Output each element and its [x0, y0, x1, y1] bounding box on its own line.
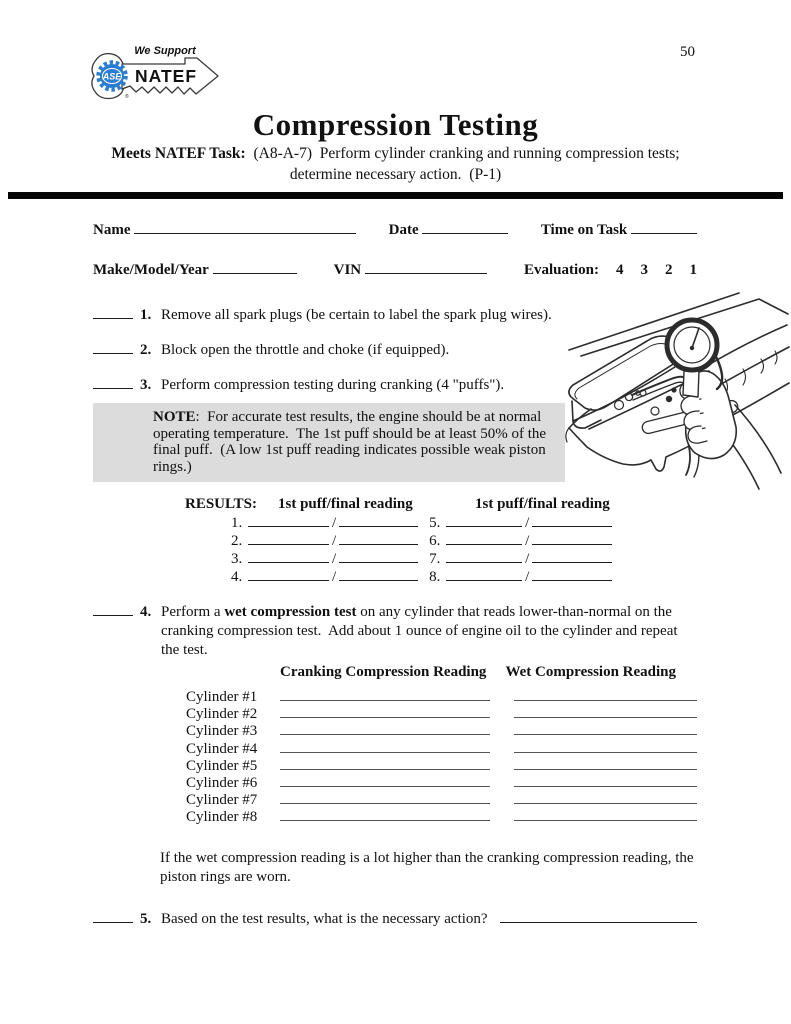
row-num: 2.	[231, 533, 243, 549]
step-5	[93, 910, 697, 928]
results-section	[185, 495, 697, 585]
results-col-header-left: 1st puff/final reading	[278, 496, 413, 512]
step-5-text: Based on the test results, what is the necessary action?	[161, 910, 488, 927]
evaluation-value-2: 2	[665, 262, 673, 278]
puff-blank	[446, 531, 522, 545]
evaluation-field	[524, 262, 697, 279]
puff-blank	[248, 567, 329, 581]
engine-gauge-drawing-icon	[559, 287, 791, 503]
vin-label: VIN	[333, 262, 362, 278]
row-num: 5.	[429, 515, 441, 531]
cranking-reading-header: Cranking Compression Reading	[280, 664, 487, 680]
name-field	[93, 220, 356, 239]
name-label: Name	[93, 222, 131, 238]
cylinder-row-2	[186, 705, 697, 722]
page-number: 50	[680, 44, 695, 60]
results-col-header-right: 1st puff/final reading	[475, 496, 610, 512]
step-4-text-bold: wet compression test	[224, 604, 357, 620]
time-on-task-label: Time on Task	[540, 222, 628, 238]
cylinder-table	[93, 688, 697, 826]
natef-logo	[88, 38, 225, 106]
final-blank	[339, 549, 418, 563]
cranking-blank-line	[280, 774, 490, 787]
wet-reading-header: Wet Compression Reading	[505, 664, 677, 680]
cylinder-row-8	[186, 808, 697, 825]
make-model-year-label: Make/Model/Year	[93, 262, 209, 278]
final-blank	[532, 549, 612, 563]
make-blank-line	[213, 260, 297, 274]
note-box	[93, 403, 565, 482]
step-4-text	[161, 603, 697, 660]
results-label: RESULTS:	[185, 496, 257, 512]
final-blank	[339, 531, 418, 545]
row-num: 1.	[231, 515, 243, 531]
cranking-blank-line	[280, 791, 490, 804]
slash: /	[525, 515, 530, 531]
name-blank-line	[134, 220, 356, 234]
cranking-blank-line	[280, 740, 490, 753]
task-line-2: determine necessary action. (P-1)	[289, 166, 502, 183]
cylinder-row-5	[186, 757, 697, 774]
time-on-task-field	[541, 220, 697, 239]
cylinder-label: Cylinder #6	[186, 774, 258, 791]
compression-table-header	[280, 664, 697, 681]
task-text: (A8-A-7) Perform cylinder cranking and running compression tests;	[245, 145, 680, 162]
slash: /	[332, 533, 337, 549]
vin-field	[334, 260, 487, 279]
wet-reading-explanation: If the wet compression reading is a lot higher than the cranking compression reading, the piston rings are worn.	[160, 849, 698, 885]
step-2-text: Block open the throttle and choke (if equipped).	[161, 342, 450, 358]
results-row-3	[231, 549, 697, 567]
cylinder-label: Cylinder #8	[186, 809, 258, 826]
info-row-2	[93, 260, 697, 279]
step-4-text-post: on any cylinder that reads lower-than-normal on the cranking compression test. Add about 1 ounce of engine oil to the cylinder and repeat the test.	[161, 604, 682, 658]
cranking-blank-line	[280, 688, 490, 701]
cranking-blank-line	[280, 722, 490, 735]
svg-text:ASE: ASE	[102, 71, 122, 82]
wet-blank-line	[514, 722, 697, 735]
evaluation-value-1: 1	[689, 262, 697, 278]
evaluation-value-3: 3	[640, 262, 648, 278]
cylinder-row-7	[186, 791, 697, 808]
cranking-blank-line	[280, 757, 490, 770]
step-5-check-blank	[93, 910, 133, 923]
row-num: 6.	[429, 533, 441, 549]
date-field	[389, 220, 509, 239]
note-label: NOTE	[153, 409, 196, 425]
note-body: : For accurate test results, the engine should be at normal operating temperature. The 1st puff should be at least 50% of the final puff. (A low 1st puff reading indicates possible weak piston rings.)	[153, 409, 550, 475]
final-blank	[532, 513, 612, 527]
cylinder-label: Cylinder #7	[186, 792, 258, 809]
row-num: 4.	[231, 569, 243, 585]
slash: /	[525, 551, 530, 567]
step-5-number: 5.	[140, 910, 152, 927]
time-blank-line	[631, 220, 697, 234]
slash: /	[525, 533, 530, 549]
puff-blank	[446, 549, 522, 563]
page-title: Compression Testing	[252, 107, 539, 142]
step-1-check-blank	[93, 306, 133, 319]
cranking-blank-line	[280, 705, 490, 718]
results-row-4	[231, 567, 697, 585]
slash: /	[332, 551, 337, 567]
step-4-number: 4.	[140, 604, 152, 620]
cylinder-row-4	[186, 740, 697, 757]
puff-blank	[248, 513, 329, 527]
divider-rule	[8, 192, 783, 199]
info-row-1	[93, 220, 697, 239]
puff-blank	[248, 531, 329, 545]
cylinder-label: Cylinder #1	[186, 689, 258, 705]
slash: /	[332, 569, 337, 585]
slash: /	[525, 569, 530, 585]
puff-blank	[446, 513, 522, 527]
step-3-check-blank	[93, 376, 133, 389]
results-row-2	[231, 531, 697, 549]
step-4-check-blank	[93, 603, 133, 616]
step-4-text-pre: Perform a	[161, 604, 225, 620]
step-2-check-blank	[93, 341, 133, 354]
final-blank	[339, 567, 418, 581]
meets-natef-label: Meets NATEF Task:	[111, 145, 246, 162]
step-2-number: 2.	[140, 342, 152, 358]
task-line-1	[0, 145, 791, 163]
final-blank	[532, 567, 612, 581]
date-label: Date	[388, 222, 419, 238]
natef-key-icon	[88, 38, 225, 106]
cylinder-row-3	[186, 722, 697, 739]
evaluation-value-4: 4	[616, 262, 624, 278]
cranking-blank-line	[280, 808, 490, 821]
row-num: 3.	[231, 551, 243, 567]
cylinder-row-1	[186, 688, 697, 705]
wet-blank-line	[514, 757, 697, 770]
cylinder-label: Cylinder #3	[186, 723, 258, 740]
final-blank	[532, 531, 612, 545]
puff-blank	[248, 549, 329, 563]
wet-blank-line	[514, 740, 697, 753]
step-1-number: 1.	[140, 307, 152, 323]
step-4	[93, 603, 697, 660]
puff-blank	[446, 567, 522, 581]
svg-text:®: ®	[125, 94, 129, 100]
results-row-1	[231, 513, 697, 531]
compression-gauge-illustration	[559, 287, 791, 503]
cylinder-row-6	[186, 774, 697, 791]
svg-text:NATEF: NATEF	[134, 66, 198, 86]
wet-blank-line	[514, 808, 697, 821]
step-3-text: Perform compression testing during cranking (4 "puffs").	[161, 377, 505, 393]
wet-blank-line	[514, 705, 697, 718]
make-model-year-field	[93, 260, 297, 279]
row-num: 7.	[429, 551, 441, 567]
wet-blank-line	[514, 774, 697, 787]
cylinder-label: Cylinder #4	[186, 740, 258, 757]
necessary-action-blank-line	[500, 910, 697, 923]
cylinder-label: Cylinder #2	[186, 706, 258, 723]
final-blank	[339, 513, 418, 527]
date-blank-line	[422, 220, 508, 234]
wet-blank-line	[514, 688, 697, 701]
row-num: 8.	[429, 569, 441, 585]
svg-text:We Support: We Support	[134, 45, 196, 57]
vin-blank-line	[365, 260, 487, 274]
slash: /	[332, 515, 337, 531]
step-1-text: Remove all spark plugs (be certain to label the spark plug wires).	[161, 307, 552, 323]
evaluation-label: Evaluation:	[523, 262, 599, 278]
document-header	[0, 108, 791, 184]
wet-blank-line	[514, 791, 697, 804]
cylinder-label: Cylinder #5	[186, 757, 258, 774]
step-3-number: 3.	[140, 377, 152, 393]
note-text	[153, 409, 555, 475]
